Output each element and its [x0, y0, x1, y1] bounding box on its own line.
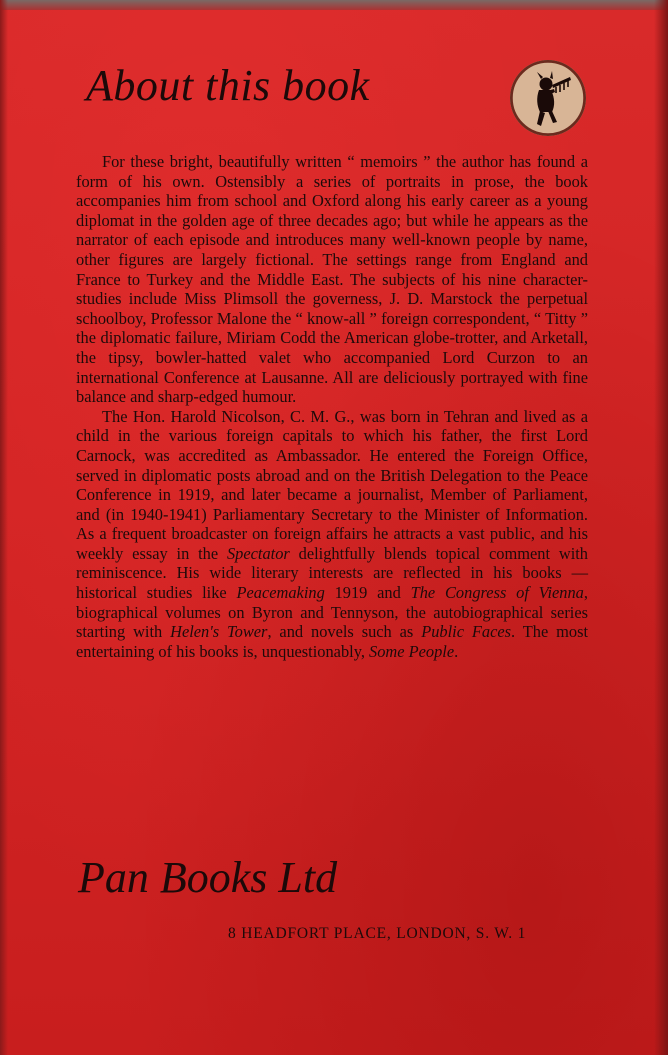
- paragraph-text: delightfully blends topical comment with reminiscence. His wide literary interests are reflected in his books — historical studies like: [76, 543, 588, 603]
- italic-title-text: Some People: [369, 641, 455, 661]
- blurb-paragraph: [76, 407, 588, 662]
- pan-piper-logo-icon: [510, 60, 586, 136]
- paragraph-text: , and novels such as: [267, 622, 422, 642]
- publisher-address: 8 HEADFORT PLACE, LONDON, S. W. 1: [228, 925, 527, 942]
- blurb-text: [76, 152, 588, 661]
- italic-title-text: Public Faces: [421, 622, 512, 642]
- italic-title-text: Spectator: [226, 543, 290, 563]
- paragraph-text: 1919 and: [324, 583, 411, 603]
- publisher-name: Pan Books Ltd: [78, 853, 338, 902]
- paragraph-text: The Hon. Harold Nicolson, C. M. G., was born in Tehran and lived as a child in the various foreign capitals to which his father, the first Lord Carnock, was accredited as Ambassador. He entered the Foreign Office, served in diplomatic posts abroad and on the British Delegation to the Peace Conference in 1919, and later became a journalist, Member of Parliament, and (in 1940-1941) Parliamentary Secretary to the Minister of Information. As a frequent broadcaster on foreign affairs he attracts a vast public, and his weekly essay in the: [76, 406, 588, 563]
- paragraph-text: .: [454, 641, 459, 661]
- italic-title-text: Peacemaking: [236, 583, 325, 603]
- paragraph-text: For these bright, beautifully written “ memoirs ” the author has found a form of his own. Ostensibly a series of portraits in prose, the book accompanies him from school and Oxford along his early career as a young diplomat in the golden age of three decades ago; but while he appears as the narrator of each episode and introduces many well-known people by name, other figures are largely fictional. The settings range from England and France to Turkey and the Middle East. The subjects of his nine character-studies include Miss Plimsoll the governess, J. D. Marstock the perpetual schoolboy, Professor Malone the “ know-all ” foreign correspondent, “ Titty ” the diplomatic failure, Miriam Codd the American globe-trotter, and Arketall, the tipsy, bowler-hatted valet who accompanied Lord Curzon to an international Conference at Lausanne. All are deliciously portrayed with fine balance and sharp-edged humour.: [76, 152, 588, 407]
- cover-left-edge: [0, 0, 8, 1055]
- blurb-paragraph: [76, 152, 588, 407]
- cover-top-edge: [0, 0, 668, 10]
- cover-right-edge: [654, 0, 668, 1055]
- page-title: About this book: [86, 61, 370, 110]
- paragraph-text: , biographical volumes on Byron and Tennyson, the autobiographical series starting with: [76, 583, 588, 642]
- pan-piper-logo-icon-svg: [510, 60, 586, 136]
- italic-title-text: Helen's Tower: [170, 622, 268, 642]
- italic-title-text: The Congress of Vienna: [410, 583, 584, 603]
- paragraph-text: . The most entertaining of his books is, unquestionably,: [76, 622, 588, 661]
